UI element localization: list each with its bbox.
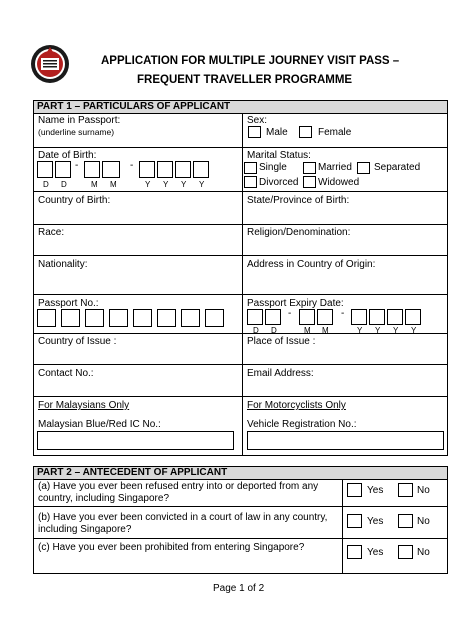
expiry-year-box-1[interactable]	[351, 309, 367, 325]
passport-no-box-8[interactable]	[205, 309, 224, 327]
email-address-label: Email Address:	[247, 368, 314, 379]
ic-no-field[interactable]	[37, 431, 234, 450]
country-of-issue-label: Country of Issue :	[38, 336, 117, 347]
married-label: Married	[318, 162, 352, 173]
expiry-day-box-2[interactable]	[265, 309, 281, 325]
dob-day-box-2[interactable]	[55, 161, 71, 178]
dob-dash-2: -	[130, 160, 134, 171]
name-in-passport-label: Name in Passport:	[38, 115, 121, 126]
part2-heading: PART 2 – ANTECEDENT OF APPLICANT	[34, 467, 447, 480]
page-number: Page 1 of 2	[213, 583, 265, 594]
for-malaysians-heading: For Malaysians Only	[38, 400, 130, 411]
question-b-no-checkbox[interactable]	[398, 514, 413, 528]
expiry-letter: Y	[411, 326, 417, 335]
question-a-line1: (a) Have you ever been refused entry into or deported from any	[38, 481, 319, 492]
expiry-day-box-1[interactable]	[247, 309, 263, 325]
form-title-line1: APPLICATION FOR MULTIPLE JOURNEY VISIT PASS –	[101, 55, 400, 67]
question-b-yes-label: Yes	[367, 516, 384, 527]
contact-no-label: Contact No.:	[38, 368, 94, 379]
passport-expiry-label: Passport Expiry Date:	[247, 298, 344, 309]
widowed-label: Widowed	[318, 177, 360, 188]
dob-year-box-3[interactable]	[175, 161, 191, 178]
expiry-letter: D	[253, 326, 259, 335]
passport-no-box-5[interactable]	[133, 309, 152, 327]
dob-letter: Y	[145, 180, 151, 189]
separated-checkbox[interactable]	[357, 162, 370, 174]
question-a-no-checkbox[interactable]	[398, 483, 413, 497]
dob-month-box-1[interactable]	[84, 161, 100, 178]
religion-label: Religion/Denomination:	[247, 227, 351, 238]
part1-heading: PART 1 – PARTICULARS OF APPLICANT	[34, 101, 447, 114]
vehicle-reg-label: Vehicle Registration No.:	[247, 419, 357, 430]
sex-label: Sex:	[247, 115, 268, 126]
dob-year-box-4[interactable]	[193, 161, 209, 178]
dob-letter: M	[110, 180, 117, 189]
expiry-letter: M	[304, 326, 311, 335]
divorced-label: Divorced	[259, 177, 299, 188]
female-label: Female	[318, 127, 352, 138]
question-b-line2: including Singapore?	[38, 524, 132, 535]
vehicle-reg-field[interactable]	[247, 431, 444, 450]
separated-label: Separated	[374, 162, 421, 173]
race-label: Race:	[38, 227, 65, 238]
question-a-no-label: No	[417, 485, 430, 496]
expiry-year-box-3[interactable]	[387, 309, 403, 325]
male-checkbox[interactable]	[248, 126, 261, 138]
female-checkbox[interactable]	[299, 126, 312, 138]
dob-month-box-2[interactable]	[102, 161, 120, 178]
passport-no-box-6[interactable]	[157, 309, 176, 327]
passport-no-box-7[interactable]	[181, 309, 200, 327]
passport-no-box-1[interactable]	[37, 309, 56, 327]
dob-letter: D	[61, 180, 67, 189]
underline-surname-note: (underline surname)	[38, 127, 115, 137]
expiry-month-box-2[interactable]	[317, 309, 333, 325]
married-checkbox[interactable]	[303, 162, 316, 174]
date-of-birth-label: Date of Birth:	[38, 150, 97, 161]
passport-no-box-3[interactable]	[85, 309, 104, 327]
crest-logo	[30, 42, 70, 86]
expiry-year-box-4[interactable]	[405, 309, 421, 325]
expiry-letter: M	[322, 326, 329, 335]
divorced-checkbox[interactable]	[244, 176, 257, 188]
for-motorcyclists-heading: For Motorcyclists Only	[247, 400, 346, 411]
dob-letter: Y	[163, 180, 169, 189]
nationality-label: Nationality:	[38, 259, 88, 270]
dob-letter: Y	[181, 180, 187, 189]
passport-no-box-2[interactable]	[61, 309, 80, 327]
expiry-letter: D	[271, 326, 277, 335]
question-b-no-label: No	[417, 516, 430, 527]
expiry-month-box-1[interactable]	[299, 309, 315, 325]
passport-no-label: Passport No.:	[38, 298, 99, 309]
expiry-year-box-2[interactable]	[369, 309, 385, 325]
male-label: Male	[266, 127, 288, 138]
question-c-yes-label: Yes	[367, 547, 384, 558]
dob-year-box-1[interactable]	[139, 161, 155, 178]
dob-letter: Y	[199, 180, 205, 189]
question-b-yes-checkbox[interactable]	[347, 514, 362, 528]
question-c-no-checkbox[interactable]	[398, 545, 413, 559]
expiry-letter: Y	[375, 326, 381, 335]
question-a-yes-checkbox[interactable]	[347, 483, 362, 497]
widowed-checkbox[interactable]	[303, 176, 316, 188]
dob-letter: D	[43, 180, 49, 189]
address-origin-label: Address in Country of Origin:	[247, 259, 376, 270]
ic-no-label: Malaysian Blue/Red IC No.:	[38, 419, 161, 430]
question-c: (c) Have you ever been prohibited from entering Singapore?	[38, 542, 305, 553]
marital-status-label: Marital Status:	[247, 150, 311, 161]
form-title-line2: FREQUENT TRAVELLER PROGRAMME	[137, 74, 353, 86]
question-a-yes-label: Yes	[367, 485, 384, 496]
dob-letter: M	[91, 180, 98, 189]
passport-no-box-4[interactable]	[109, 309, 128, 327]
question-c-yes-checkbox[interactable]	[347, 545, 362, 559]
expiry-letter: Y	[357, 326, 363, 335]
dob-year-box-2[interactable]	[157, 161, 173, 178]
dob-dash-1: -	[75, 160, 79, 171]
expiry-dash-2: -	[341, 308, 345, 319]
single-checkbox[interactable]	[244, 162, 257, 174]
question-c-no-label: No	[417, 547, 430, 558]
expiry-dash-1: -	[288, 308, 292, 319]
question-a-line2: country, including Singapore?	[38, 493, 170, 504]
part1-column-divider	[242, 113, 243, 455]
country-of-birth-label: Country of Birth:	[38, 195, 111, 206]
dob-day-box-1[interactable]	[37, 161, 53, 178]
question-b-line1: (b) Have you ever been convicted in a court of law in any country,	[38, 512, 328, 523]
state-of-birth-label: State/Province of Birth:	[247, 195, 350, 206]
single-label: Single	[259, 162, 287, 173]
expiry-letter: Y	[393, 326, 399, 335]
place-of-issue-label: Place of Issue :	[247, 336, 316, 347]
